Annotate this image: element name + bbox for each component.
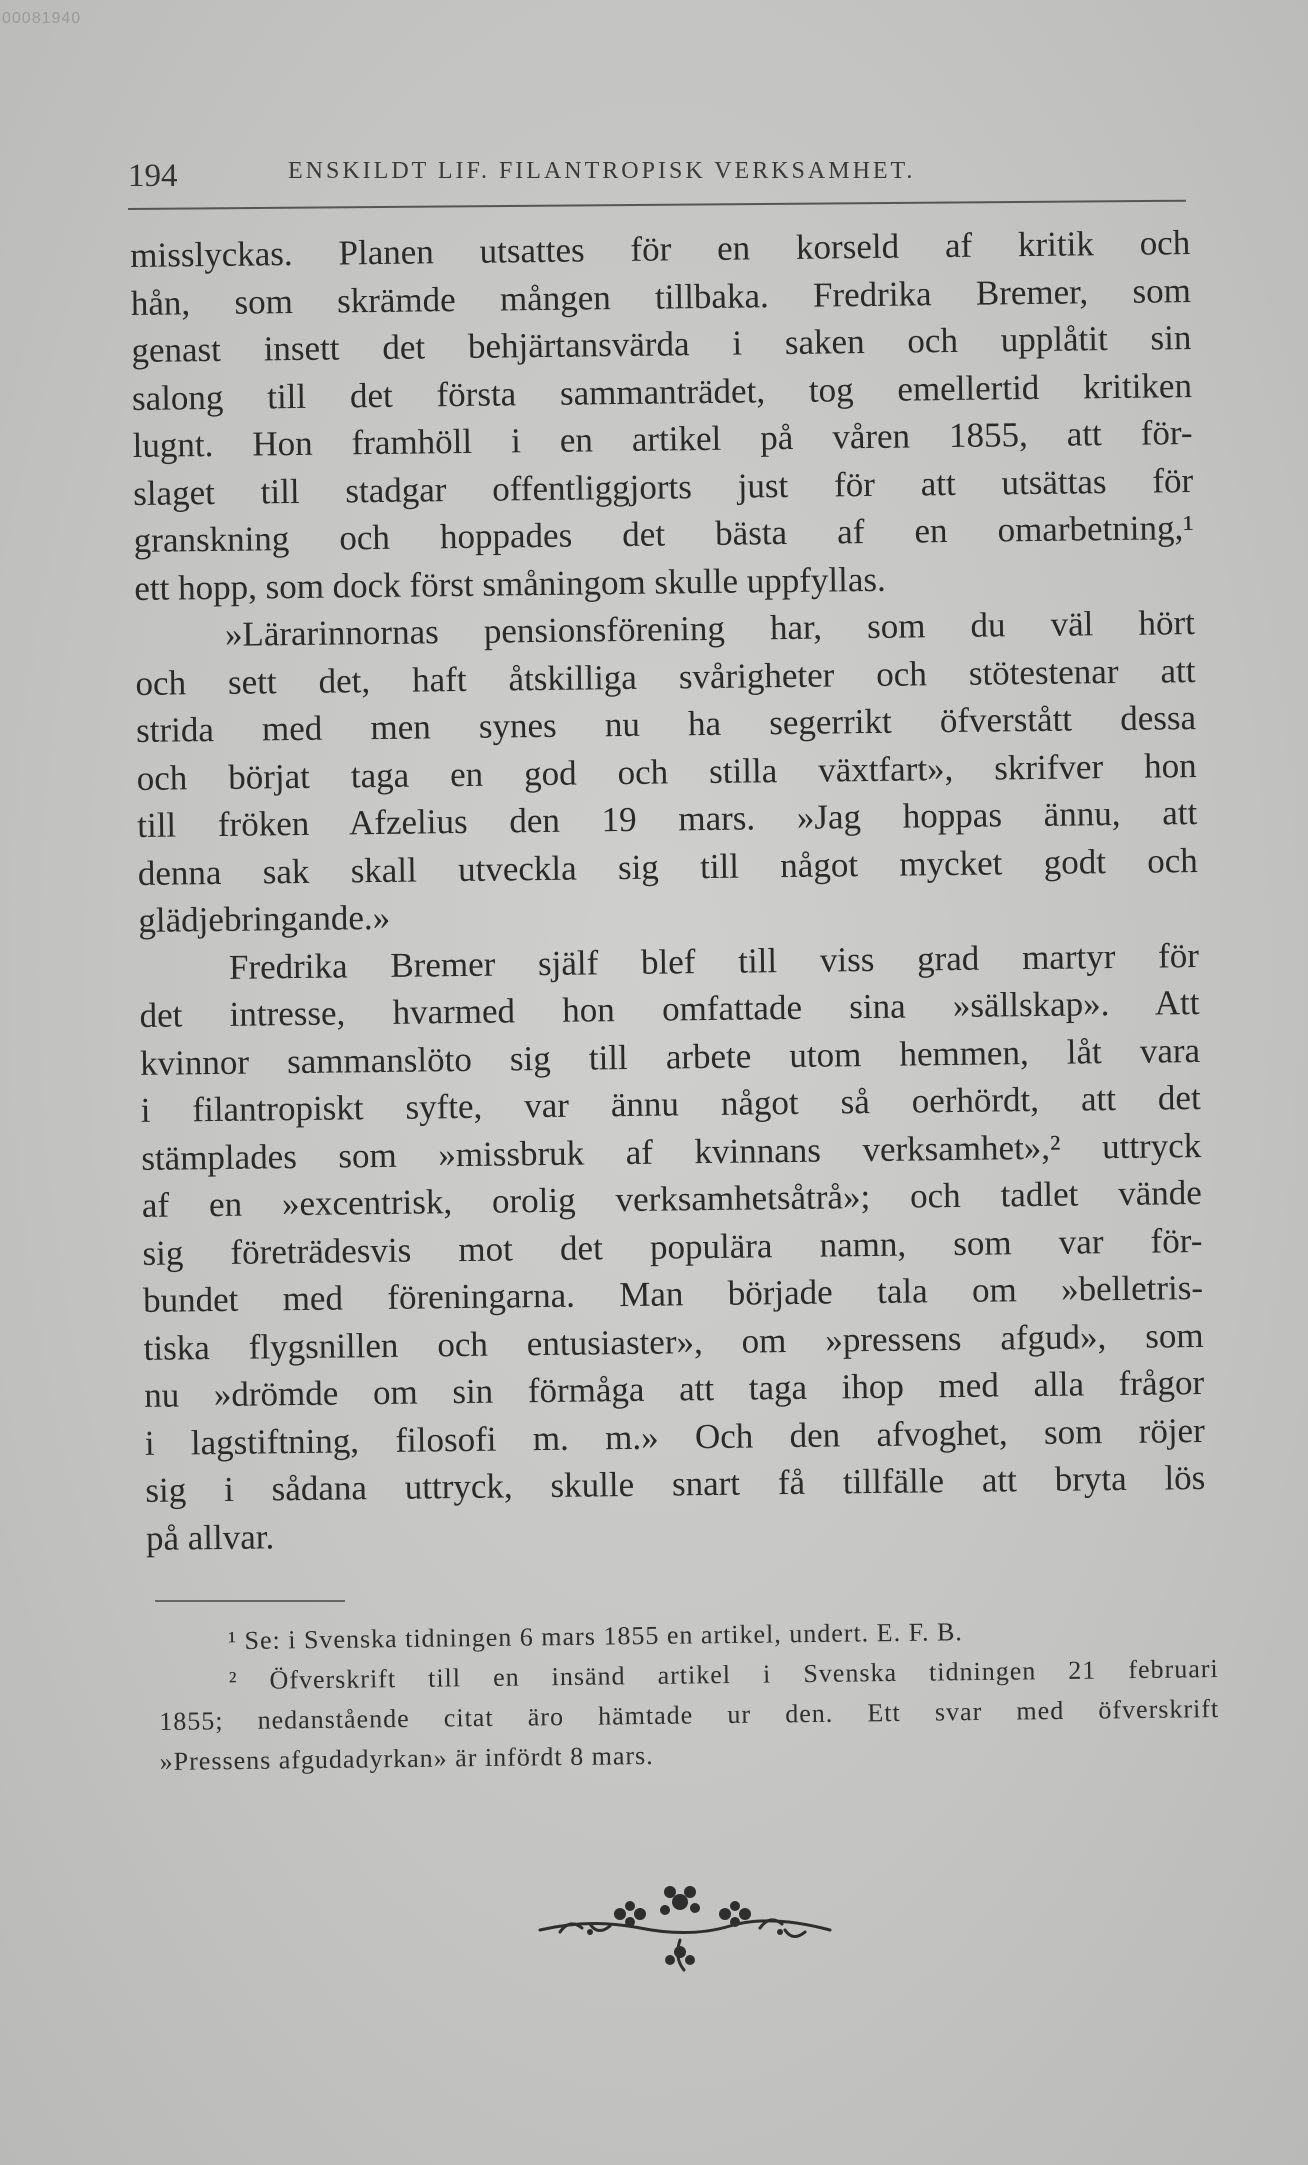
body-line: hån, som skrämde mången tillbaka. Fredrika Bremer, som	[130, 270, 1192, 323]
page-number: 194	[128, 158, 178, 194]
body-text	[130, 219, 1206, 1562]
body-line: strida med men synes nu ha segerrikt öfverstått dessa	[135, 698, 1197, 750]
body-line: Fredrika Bremer själf blef till viss grad martyr för	[228, 935, 1200, 987]
footnote-line: ² Öfverskrift till en insänd artikel i Svenska tidningen 21 februari	[228, 1654, 1219, 1696]
body-line: lugnt. Hon framhöll i en artikel på våren 1855, att för-	[132, 413, 1193, 465]
footnote-rule	[155, 1600, 345, 1602]
body-line: tiska flygsnillen och entusiaster», om »pressens afgud», som	[143, 1315, 1204, 1368]
body-line: sig i sådana uttryck, skulle snart få tillfälle att bryta lös	[145, 1457, 1206, 1510]
body-line: salong till det första sammanträdet, tog emellertid kritiken	[131, 365, 1193, 418]
body-line: bundet med föreningarna. Man började tala om »belletris-	[142, 1267, 1204, 1320]
body-line: stämplades som »missbruk af kvinnans verksamhet»,² uttryck	[141, 1125, 1202, 1178]
body-line: denna sak skall utveckla sig till något mycket godt och	[137, 840, 1198, 893]
body-line: »Lärarinnornas pensionsförening har, som du väl hört	[224, 603, 1196, 654]
running-title: ENSKILDT LIF. FILANTROPISK VERKSAMHET.	[288, 158, 916, 184]
body-line: kvinnor sammanslöto sig till arbete utom hemmen, låt vara	[139, 1030, 1201, 1083]
body-line: det intresse, hvarmed hon omfattade sina »sällskap». Att	[139, 982, 1200, 1035]
body-line: på allvar.	[145, 1516, 275, 1558]
body-line: sig företrädesvis mot det populära namn, som var för-	[142, 1220, 1203, 1273]
scan-id: 00081940	[2, 10, 82, 27]
footnote-line: 1855; nedanstående citat äro hämtade ur den. Ett svar med öfverskrift	[159, 1694, 1220, 1736]
body-line: och sett det, haft åtskilliga svårigheter och stötestenar att	[135, 650, 1196, 703]
body-line: ett hopp, som dock först småningom skulle uppfyllas.	[134, 559, 887, 608]
body-line: och börjat taga en god och stilla växtfart», skrifver hon	[136, 745, 1197, 798]
body-line: till fröken Afzelius den 19 mars. »Jag hoppas ännu, att	[137, 793, 1198, 845]
footnote-line: »Pressens afgudadyrkan» är infördt 8 mars.	[159, 1740, 654, 1776]
body-line: i filantropiskt syfte, var ännu något så oerhördt, att det	[140, 1077, 1201, 1130]
footnote-line: ¹ Se: i Svenska tidningen 6 mars 1855 en artikel, undert. E. F. B.	[228, 1617, 963, 1656]
footnotes	[158, 1609, 1220, 1782]
body-line: nu »drömde om sin förmåga att taga ihop med alla frågor	[143, 1362, 1205, 1415]
body-line: granskning och hoppades det bästa af en omarbetning,¹	[133, 508, 1194, 560]
body-line: genast insett det behjärtansvärda i saken och upplåtit sin	[131, 318, 1192, 370]
body-line: misslyckas. Planen utsattes för en korseld af kritik och	[130, 223, 1191, 275]
body-line: glädjebringande.»	[138, 897, 391, 940]
body-line: i lagstiftning, filosofi m. m.» Och den afvoghet, som röjer	[144, 1410, 1205, 1463]
running-head	[128, 152, 1186, 212]
body-line: slaget till stadgar offentliggjorts just för att utsättas för	[132, 460, 1194, 513]
body-line: af en »excentrisk, orolig verksamhetsåtrå»; och tadlet vände	[141, 1172, 1203, 1225]
header-rule	[128, 200, 1186, 210]
floral-ornament-icon	[530, 1870, 840, 1980]
